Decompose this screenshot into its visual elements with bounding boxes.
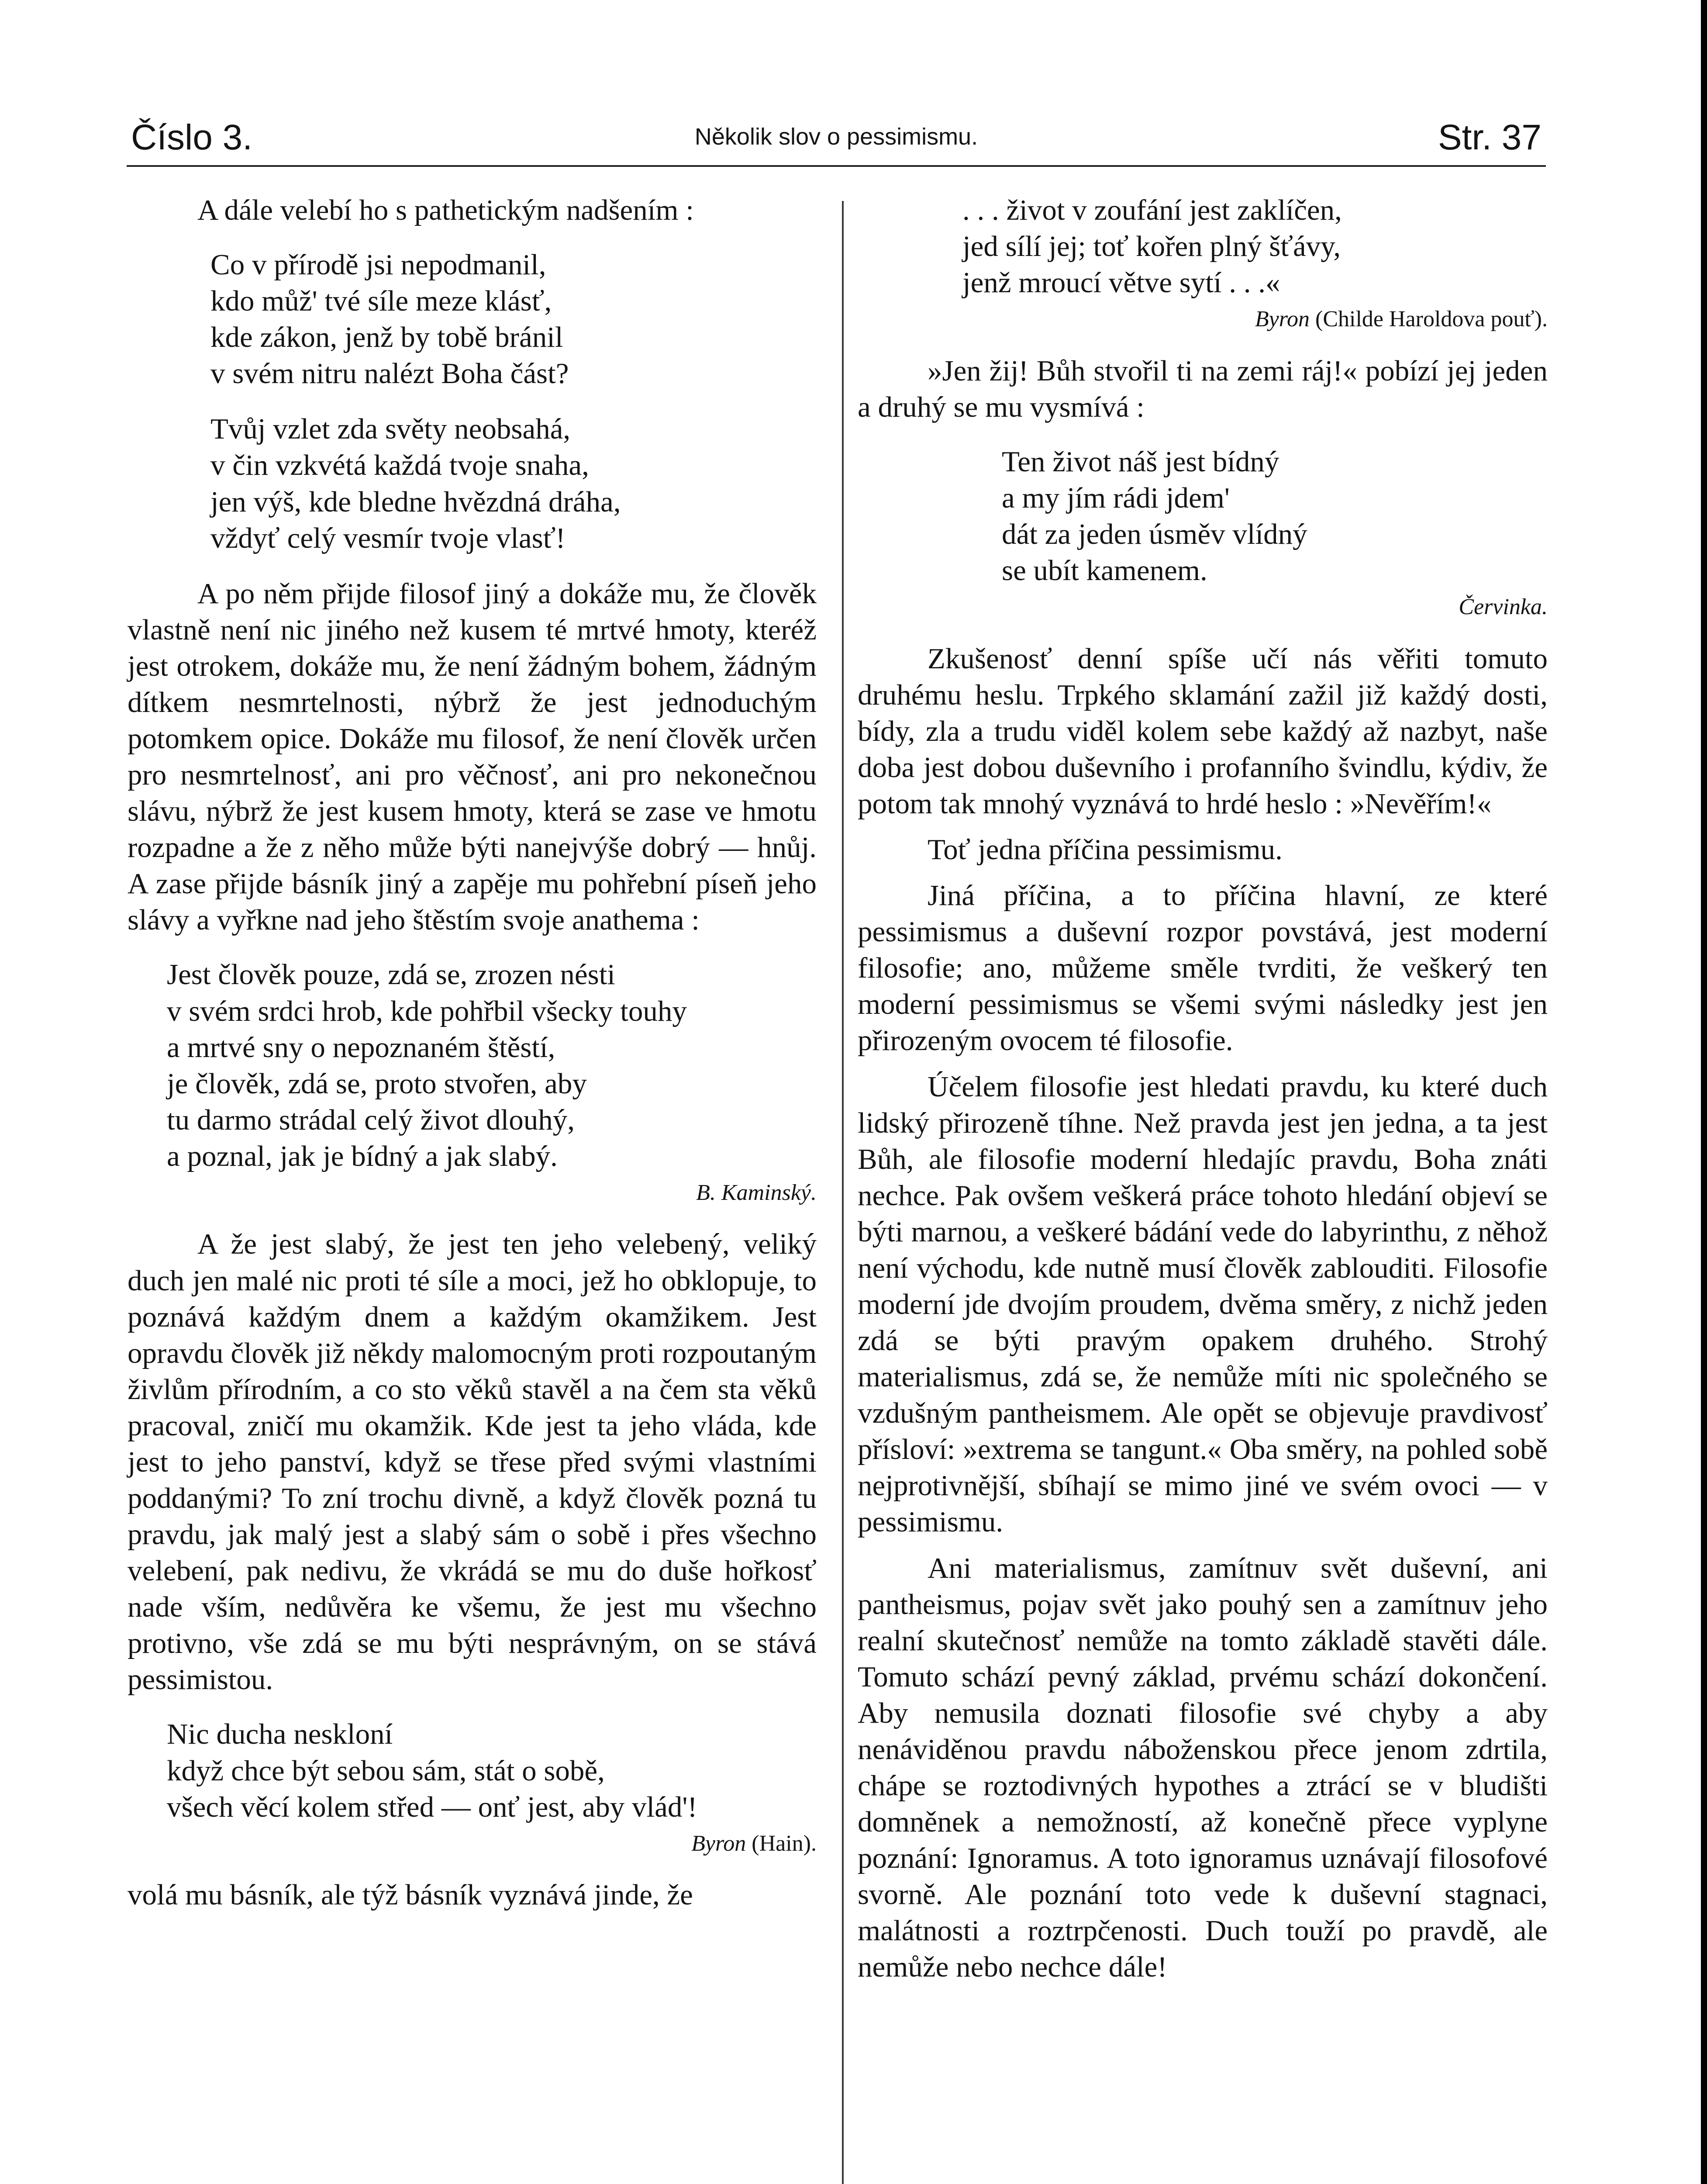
verse-line: když chce být sebou sám, stát o sobě, xyxy=(167,1754,605,1787)
verse-line: dát za jeden úsměv vlídný xyxy=(1002,518,1307,551)
author: Byron xyxy=(1255,307,1310,332)
verse-line: v čin vzkvétá každá tvoje snaha, xyxy=(210,449,589,482)
verse-line: Tvůj vzlet zda světy neobsahá, xyxy=(210,413,571,446)
poem-5 xyxy=(858,444,1548,622)
poem-attribution xyxy=(962,305,1548,333)
verse-line: kde zákon, jenž by tobě bránil xyxy=(210,321,563,354)
verse-line: Jest člověk pouze, zdá se, zrozen nésti xyxy=(167,958,615,991)
verse-line: jen výš, kde bledne hvězdná dráha, xyxy=(210,485,621,518)
verse-line: Ten život náš jest bídný xyxy=(1002,445,1279,478)
verse-line: se ubít kamenem. xyxy=(1002,554,1207,587)
verse-line: Co v přírodě jsi nepodmanil, xyxy=(210,249,546,281)
source: (Hain). xyxy=(752,1831,817,1856)
author: B. Kaminský. xyxy=(696,1180,817,1205)
author: Červinka. xyxy=(1459,594,1548,620)
verse-line: v svém nitru nalézt Boha část? xyxy=(210,357,569,390)
poem-1 xyxy=(128,247,817,556)
verse-line: všech věcí kolem střed — onť jest, aby vlád'! xyxy=(167,1790,697,1823)
right-column xyxy=(858,192,1548,1995)
page-number: Str. 37 xyxy=(1438,117,1541,157)
poem-2 xyxy=(128,957,817,1207)
paragraph: Účelem filosofie jest hledati pravdu, ku které duch lidský přirozeně tíhne. Než pravda jest jen jedna, a ta jest Bůh, ale filosofie moderní hledajíc pravdu, Boha znáti nechce. Pak ovšem veškerá práce tohoto hledání objeví se býti marnou, a veškeré bádání vede do labyrinthu, z něhož není východu, kde nutně musí člověk zablouditi. Filosofie moderní jde dvojím proudem, dvěma směry, z nichž jeden zdá se býti pravým opakem druhého. Strohý materialismus, zdá se, že nemůže míti nic společného se vzdušným pantheismem. Ale opět se objevuje pravdivosť přísloví: »extrema se tangunt.« Oba směry, na pohled sobě nejprotivnější, sbíhají se mimo jiné ve svém ovoci — v pessimismu. xyxy=(858,1070,1548,1538)
verse-line: v svém srdci hrob, kde pohřbil všecky touhy xyxy=(167,995,687,1027)
verse-line: tu darmo strádal celý život dlouhý, xyxy=(167,1103,575,1136)
paragraph: Zkušenosť denní spíše učí nás věřiti tomuto druhému heslu. Trpkého sklamání zažil již každý dosti, bídy, zla a trudu viděl kolem sebe každý až nazbyt, naše doba jest dobou duševního i profanního švindlu, kýdiv, že potom tak mnohý vyznává to hrdé heslo : »Nevěřím!« xyxy=(858,642,1548,820)
paragraph: Jiná příčina, a to příčina hlavní, ze které pessimismus a duševní rozpor povstává, jest moderní filosofie; ano, můžeme směle tvrditi, že veškerý ten moderní pessimismus se všemi svými následky jest jen přirozeným ovocem té filosofie. xyxy=(858,879,1548,1057)
author: Byron xyxy=(691,1831,746,1856)
paragraph: volá mu básník, ale týž básník vyznává jinde, že xyxy=(128,1879,693,1911)
paragraph: A dále velebí ho s pathetickým nadšením : xyxy=(197,194,694,226)
column-divider xyxy=(842,201,844,2184)
verse-line: . . . život v zoufání jest zaklíčen, xyxy=(962,194,1342,226)
left-column xyxy=(128,192,817,1923)
scan-edge xyxy=(1701,0,1707,2184)
verse-line: je člověk, zdá se, proto stvořen, aby xyxy=(167,1067,587,1100)
poem-attribution xyxy=(167,1179,817,1207)
verse-line: jenž mroucí větve sytí . . .« xyxy=(962,266,1280,299)
verse-line: Nic ducha neskloní xyxy=(167,1718,393,1751)
stanza-gap xyxy=(210,392,817,411)
running-title: Několik slov o pessimismu. xyxy=(694,124,978,150)
paragraph: A že jest slabý, že jest ten jeho velebený, veliký duch jen malé nic proti té síle a moci, jež ho obklopuje, to poznává každým dnem a každým okamžikem. Jest opravdu člověk již někdy malomocným proti rozpoutaným živlům přírodním, a co sto věků stavěl a na čem sta věků pracoval, zničí mu okamžik. Kde jest ta jeho vláda, kde jest to jeho panství, když se třese před svými vlastními poddanými? To zní trochu divně, a když člověk pozná tu pravdu, jak malý jest a slabý sám o sobě i přes všechno velebení, pak nedivu, že vkrádá se mu do duše hořkosť nade vším, nedůvěra ke všemu, že jest mu všechno protivno, vše zdá se mu býti nesprávným, on se stává pessimistou. xyxy=(128,1228,817,1696)
paragraph: Toť jedna příčina pessimismu. xyxy=(928,833,1283,866)
poem-4 xyxy=(858,192,1548,334)
poem-attribution xyxy=(167,1830,817,1858)
verse-line: a poznal, jak je bídný a jak slabý. xyxy=(167,1140,558,1172)
paragraph: A po něm přijde filosof jiný a dokáže mu, že člověk vlastně není nic jiného než kusem té mrtvé hmoty, kteréž jest otrokem, dokáže mu, že není žádným bohem, žádným dítkem nesmrtelnosti, nýbrž že jest jednoduchým potomkem opice. Dokáže mu filosof, že není člověk určen pro nesmrtelnosť, ani pro věčnosť, ani pro nekonečnou slávu, nýbrž že jest kusem hmoty, která se zase ve hmotu rozpadne a že z něho může býti nanejvýše dobrý — hnůj. A zase přijde básník jiný a zapěje mu pohřební píseň jeho slávy a vyřkne nad jeho štěstím svoje anathema : xyxy=(128,577,817,936)
issue-number: Číslo 3. xyxy=(131,117,252,157)
verse-line: jed sílí jej; toť kořen plný šťávy, xyxy=(962,230,1341,263)
verse-line: kdo můž' tvé síle meze klásť, xyxy=(210,285,552,318)
poem-3 xyxy=(128,1716,817,1858)
verse-line: a mrtvé sny o nepoznaném štěstí, xyxy=(167,1031,555,1064)
paragraph: »Jen žij! Bůh stvořil ti na zemi ráj!« pobízí jej jeden a druhý se mu vysmívá : xyxy=(858,354,1548,423)
page-header xyxy=(131,117,1541,165)
verse-line: vždyť celý vesmír tvoje vlasť! xyxy=(210,522,566,554)
source: (Childe Haroldova pouť). xyxy=(1315,307,1548,332)
poem-attribution xyxy=(1002,593,1548,621)
verse-line: a my jím rádi jdem' xyxy=(1002,481,1230,514)
header-rule xyxy=(127,165,1546,167)
paragraph: Ani materialismus, zamítnuv svět duševní, ani pantheismus, pojav svět jako pouhý sen a zamítnuv jeho realní skutečnosť nemůže na tomto základě stavěti dále. Tomuto schází pevný základ, prvému schází dokončení. Aby nemusila doznati filosofie své chyby a aby nenáviděnou pravdu náboženskou přece jenom zdrtila, chápe se roztodivných hypothes a ztrácí se v bludišti domněnek a nemožností, až konečně přece vyplyne poznání: Ignoramus. A toto ignoramus uznávají filosofové svorně. Ale poznání toto vede k duševní stagnaci, malátnosti a roztrpčenosti. Duch touží po pravdě, ale nemůže nebo nechce dále! xyxy=(858,1552,1548,1984)
